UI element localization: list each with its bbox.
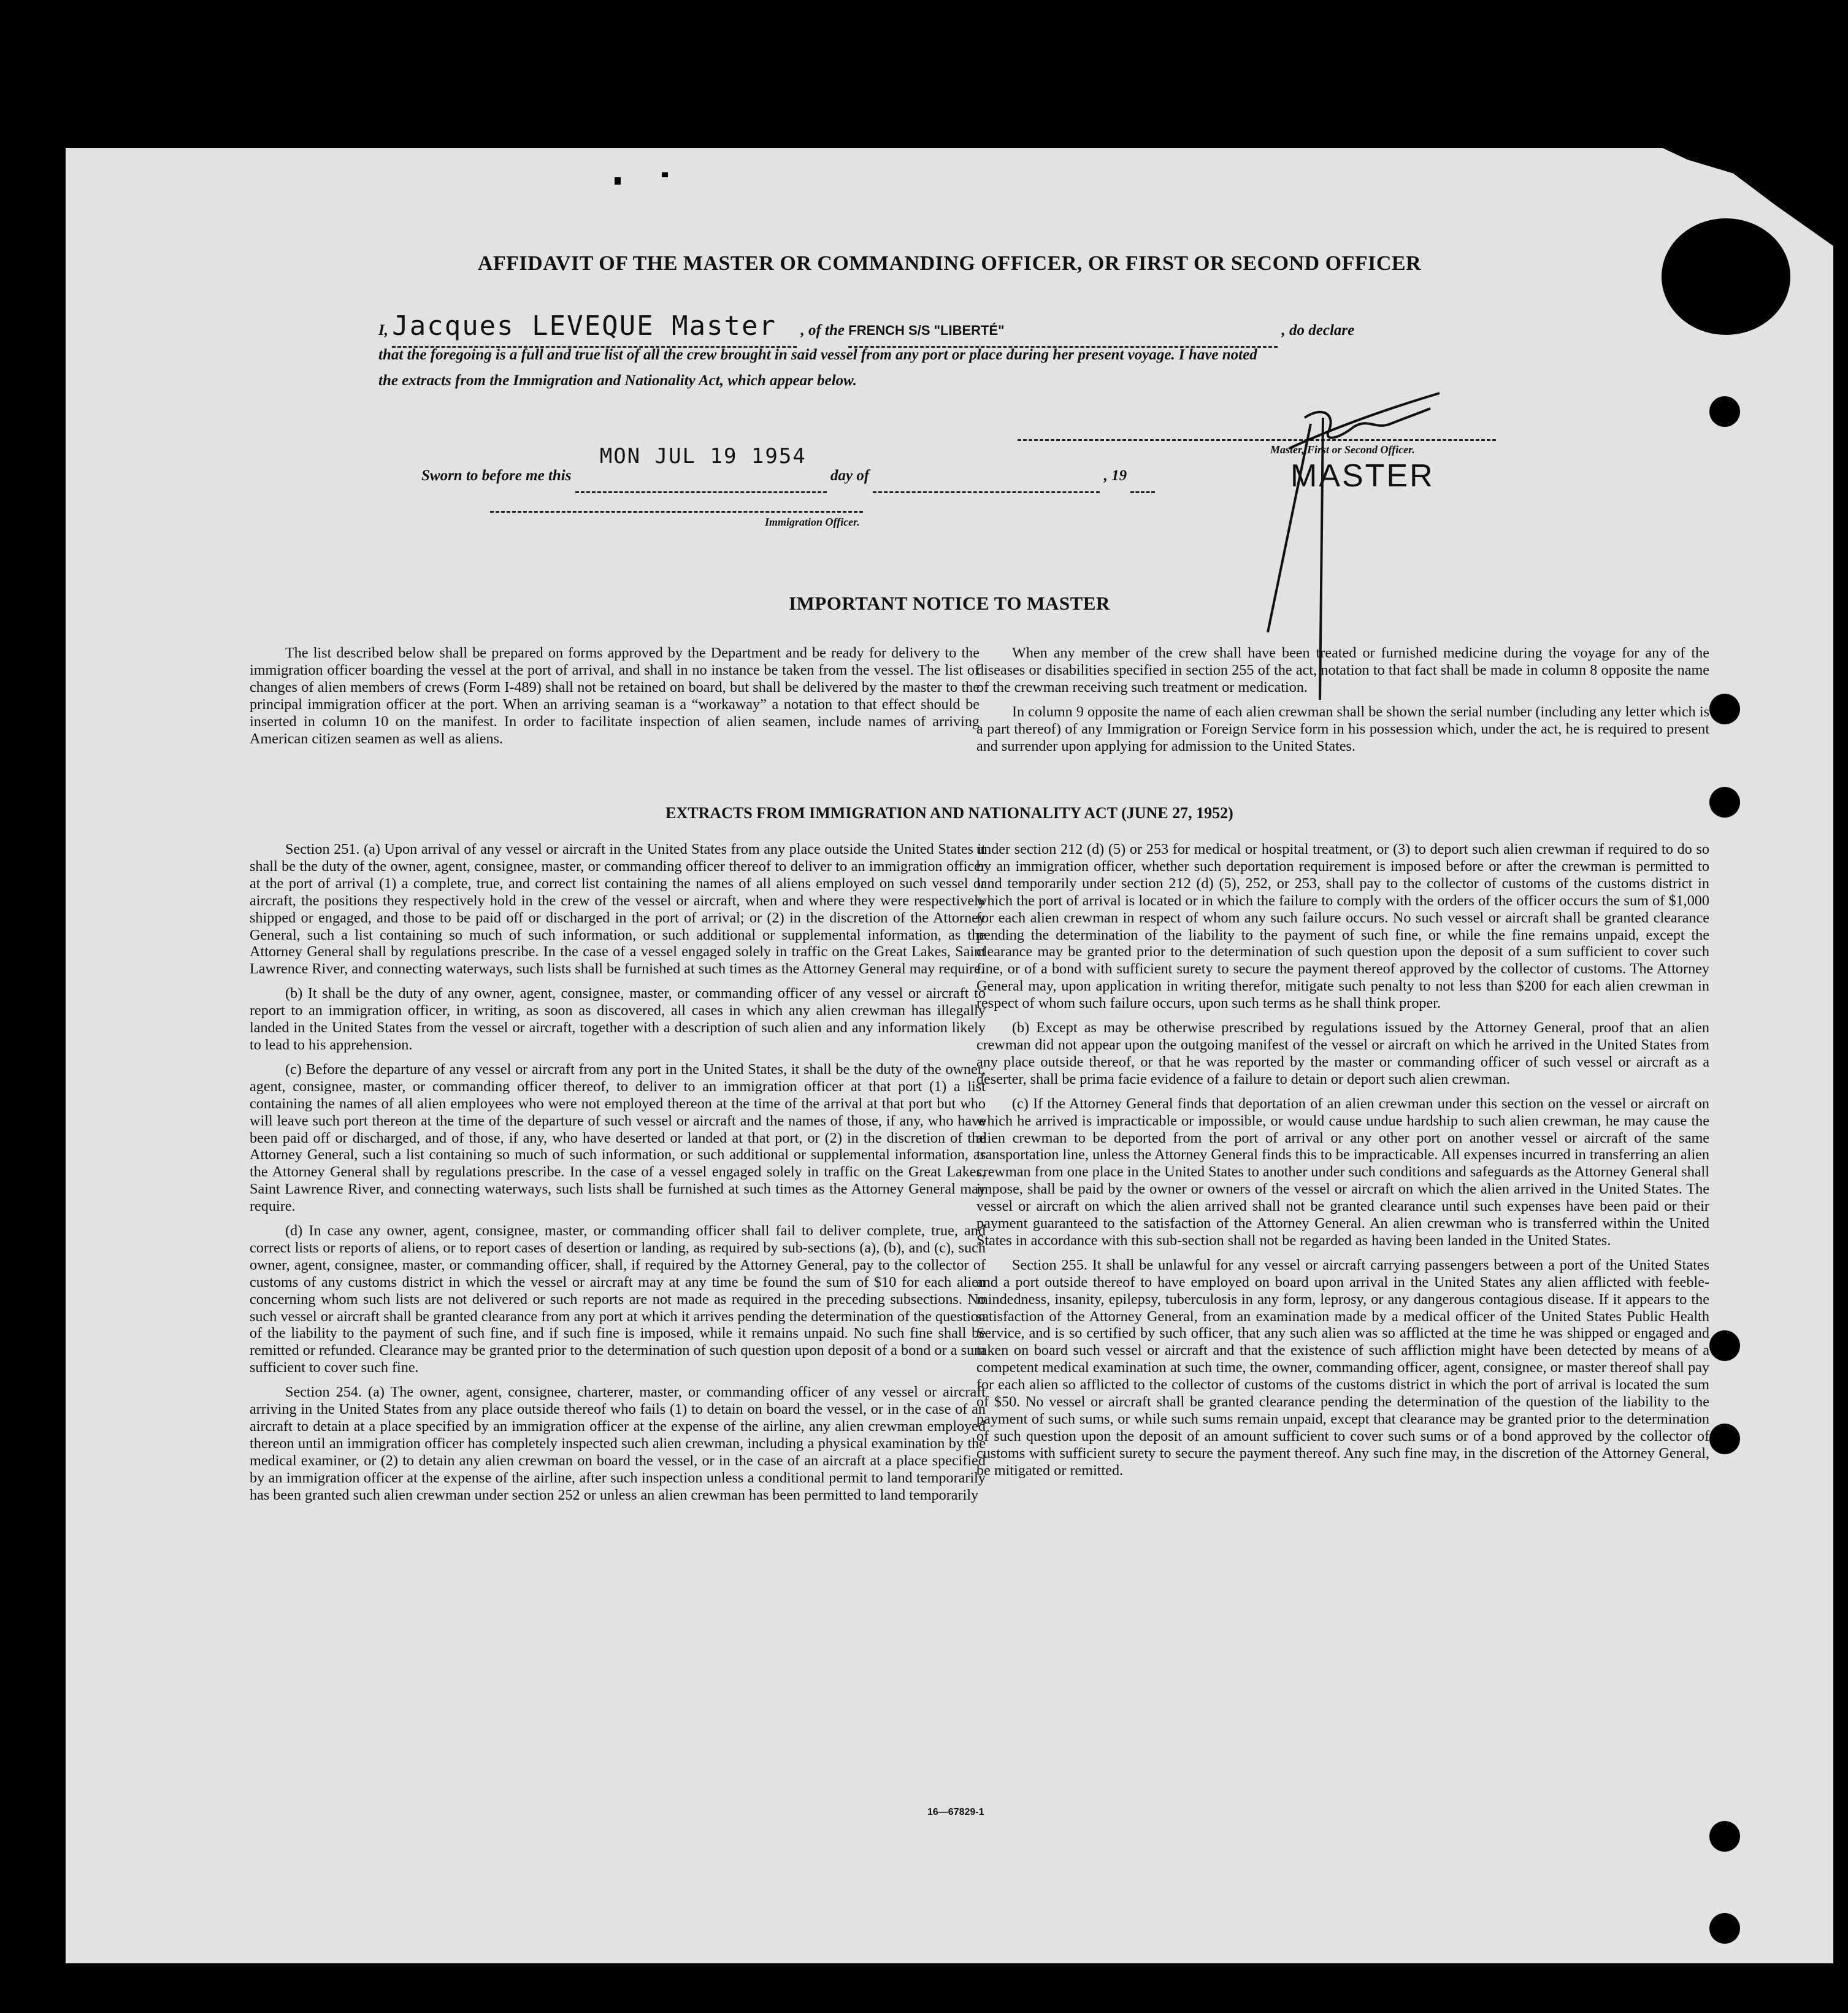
do-declare-label: , do declare (1281, 322, 1355, 339)
punch-hole (1709, 694, 1740, 724)
affidavit-title: AFFIDAVIT OF THE MASTER OR COMMANDING OFFICER, OR FIRST OR SECOND OFFICER (477, 252, 1422, 275)
declarant-field (392, 311, 797, 348)
master-signature-label: Master, First or Second Officer. (1270, 443, 1415, 456)
section-251-c: (c) Before the departure of any vessel or aircraft from any port in the United States, it shall be the duty of the owner, agent, consignee, master, or commanding officer thereof, to deliver to an immigration officer at that port (1) a list containing the names of all alien employees who were not employed thereon at the time of the arrival at that port but who will leave such port thereon at the time of the departure of such vessel or aircraft and the names of those, if any, who have been paid off or discharged, and of those, if any, who have deserted or landed at that port, or (2) in the discretion of the Attorney General, such a list containing so much of such information, or such additional or supplemental information, as the Attorney General shall by regulations prescribe. In the case of a vessel engaged solely in traffic on the Great Lakes, Saint Lawrence River, and connecting waterways, such lists shall be furnished at such times as the Attorney General may require. (250, 1060, 986, 1215)
section-254-b: (b) Except as may be otherwise prescribed by regulations issued by the Attorney General, proof that an alien crewman did not appear upon the outgoing manifest of the vessel or aircraft on which he arrived in the United States from any place outside thereof, or that he was reported by the master or commanding officer of such vessel or aircraft as a deserter, shall be prima facie evidence of a failure to detain or deport such alien crewman. (976, 1019, 1709, 1087)
section-251-d: (d) In case any owner, agent, consignee, master, or commanding officer shall fail to deliver complete, true, and correct lists or reports of aliens, or to report cases of desertion or landing, as required by sub-sections (a), (b), and (c), such owner, agent, consignee, master, or commanding officer, shall, if required by the Attorney General, pay to the collector of customs of any customs district in which the vessel or aircraft may at any time be found the sum of $10 for each alien concerning whom such lists are not delivered or such reports are not made as required in the preceding subsections. No such vessel or aircraft shall be granted clearance from any port at which it arrives pending the determination of the question of the liability to the payment of such fine, and if such fine is imposed, while it remains unpaid. No such fine shall be remitted or refunded. Clearance may be granted prior to the determination of such question upon deposit of a bond or a sum sufficient to cover such fine. (250, 1222, 986, 1376)
notice-left-column (250, 645, 980, 754)
section-251-b: (b) It shall be the duty of any owner, agent, consignee, master, or commanding officer of any vessel or aircraft to report to an immigration officer, in writing, as soon as discovered, all cases in which any alien crewman has illegally landed in the United States from the vessel or aircraft, together with a description of such alien and any information likely to lead to his apprehension. (250, 985, 986, 1053)
ink-speck (615, 177, 621, 185)
punch-hole (1709, 396, 1740, 427)
notice-title: IMPORTANT NOTICE TO MASTER (789, 592, 1110, 614)
master-stamp: MASTER (1290, 458, 1435, 494)
section-251-a: Section 251. (a) Upon arrival of any vessel or aircraft in the United States from any place outside the United States it shall be the duty of the owner, agent, consignee, master, or commanding officer thereof to deliver to an immigration officer at the port of arrival (1) a complete, true, and correct list containing the names of all aliens employed on such vessel or aircraft, the positions they respectively hold in the crew of the vessel or aircraft, when and where they were respectively shipped or engaged, and those to be paid off or discharged in the port of arrival; or (2) in the discretion of the Attorney General, such a list containing so much of such information, or such additional or supplemental information, as the Attorney General shall by regulations prescribe. In the case of a vessel engaged solely in traffic on the Great Lakes, Saint Lawrence River, and connecting waterways, such lists shall be furnished at such times as the Attorney General may require. (250, 841, 986, 978)
of-the-label: , of the (800, 322, 845, 339)
i-label: I, (378, 322, 388, 339)
section-254-c: (c) If the Attorney General finds that deportation of an alien crewman under this section on the vessel or aircraft on which he arrived is impracticable or impossible, or would cause undue hardship to such alien crewman, he may cause the alien crewman to be deported from the port of arrival or any other port on another vessel or aircraft of the same transportation line, unless the Attorney General finds this to be impracticable. All expenses incurred in transferring an alien crewman from one place in the United States to another under such conditions and safeguards as the Attorney General shall impose, shall be paid by the owner or owners of the vessel or aircraft on which the alien arrived in the United States. The vessel or aircraft on which the alien arrived shall not be granted clearance until such expenses have been paid or their payment guaranteed to the satisfaction of the Attorney General. An alien crewman who is transferred within the United States in accordance with this sub-section shall not be regarded as having been landed in the United States. (976, 1095, 1709, 1249)
month-field (873, 461, 1100, 493)
form-number: 16—67829-1 (927, 1807, 984, 1817)
extracts-left-column (250, 841, 986, 1511)
declarant-name: Jacques LEVEQUE Master (392, 310, 777, 342)
document-page (66, 148, 1833, 1963)
extracts-title: EXTRACTS FROM IMMIGRATION AND NATIONALITY ACT (JUNE 27, 1952) (665, 804, 1233, 822)
section-254-a: Section 254. (a) The owner, agent, consignee, charterer, master, or commanding officer of any vessel or aircraft arriving in the United States from any place outside thereof who fails (1) to detain on board the vessel, or in the case of an aircraft to detain at a place specified by an immigration officer at the expense of the airline, any alien crewman employed thereon until an immigration officer has completely inspected such alien crewman, including a physical examination by the medical examiner, or (2) to detain any alien crewman on board the vessel, or in the case of an aircraft at a place specified by an immigration officer at the expense of the airline, after such inspection unless a conditional permit to land temporarily has been granted such alien crewman under section 252 or unless an alien crewman has been permitted to land temporarily (250, 1384, 986, 1503)
punch-hole (1709, 1913, 1740, 1944)
extracts-right-column (976, 841, 1709, 1487)
statement-line-1: that the foregoing is a full and true list of all the crew brought in said vessel from any port or place during her present voyage. I have noted (378, 347, 1257, 363)
notice-right-paragraph-2: In column 9 opposite the name of each alien crewman shall be shown the serial number (including any letter which is a part thereof) of any Immigration or Foreign Service form in his possession which, under the act, he is required to present and surrender upon applying for admission to the United States. (976, 703, 1709, 754)
ink-speck (662, 172, 668, 177)
immigration-officer-label: Immigration Officer. (765, 516, 860, 528)
punch-hole (1709, 1330, 1740, 1361)
torn-corner-hole (1662, 218, 1790, 335)
section-255: Section 255. It shall be unlawful for any vessel or aircraft carrying passengers between a port of the United States and a port outside thereof to have employed on board upon arrival in the United States any alien afflicted with feeble-mindedness, insanity, epilepsy, tuberculosis in any form, leprosy, or any dangerous contagious disease. If it appears to the satisfaction of the Attorney General, from an examination made by a medical officer of the United States Public Health Service, and is so certified by such officer, that any such alien was so afflicted at the time he was shipped or engaged and taken on board such vessel or aircraft and that the existence of such affliction might have been detected by means of a competent medical examination at such time, the owner, commanding officer, agent, consignee, or master thereof shall pay for each alien so afflicted to the collector of customs of the customs district in which the port of arrival is located the sum of $50. No vessel or aircraft shall be granted clearance pending the determination of the question of the liability to the payment of such sums, or while such sums remain unpaid, except that clearance may be granted prior to the determination of such question upon the deposit of an amount sufficient to cover such sums or of a bond approved by the collector of customs with sufficient surety to secure the payment thereof. Any such fine may, in the discretion of the Attorney General, be mitigated or remitted. (976, 1256, 1709, 1479)
notice-right-paragraph-1: When any member of the crew shall have been treated or furnished medicine during the voyage for any of the diseases or disabilities specified in section 255 of the act, notation to that fact shall be made in column 8 opposite the name of the crewman receiving such treatment or medication. (976, 645, 1709, 696)
section-254-a-continued: under section 212 (d) (5) or 253 for medical or hospital treatment, or (3) to deport such alien crewman if required to do so by an immigration officer, whether such deportation requirement is imposed before or after the crewman is permitted to land temporarily under section 212 (d) (5), 252, or 253, shall pay to the collector of customs of the customs district in which the port of arrival is located or in which the failure to comply with the orders of the officer occurs the sum of $1,000 for each alien crewman in respect of whom any such failure occurs. No such vessel or aircraft shall be granted clearance pending the determination of the liability to the payment of such fine, or while the fine remains unpaid, except the clearance may be granted prior to the determination of such question upon the deposit of a sum sufficient to cover such fine, or of a bond with sufficient surety to secure the payment thereof approved by the collector of customs. The Attorney General may, upon application in writing therefor, mitigate such penalty to not less than $200 for each alien crewman in respect of whom such failure occurs, upon such terms as he shall think proper. (976, 841, 1709, 1012)
declaration-line (378, 311, 1630, 348)
notice-right-column (976, 645, 1709, 762)
punch-hole (1709, 1424, 1740, 1454)
year-label: , 19 (1103, 467, 1127, 484)
year-field (1130, 461, 1155, 493)
sworn-label: Sworn to before me this (421, 467, 572, 484)
punch-hole (1709, 1821, 1740, 1852)
day-of-label: day of (830, 467, 870, 484)
vessel-name: FRENCH S/S "LIBERTÉ" (848, 323, 1005, 338)
sworn-date-field (575, 444, 827, 493)
sworn-line (421, 444, 1280, 493)
notice-left-paragraph: The list described below shall be prepared on forms approved by the Department and be ready for delivery to the immigration officer boarding the vessel at the port of arrival, and shall in no instance be taken from the vessel. The list of changes of alien members of crews (Form I-489) shall not be retained on board, but shall be delivered by the master to the principal immigration officer at the port. When an arriving seaman is a “workaway” a notation to that effect should be inserted in column 10 on the manifest. In order to facilitate inspection of alien seamen, include names of arriving American citizen seamen as well as aliens. (250, 645, 980, 747)
date-stamp: MON JUL 19 1954 (599, 444, 807, 469)
immigration-officer-line (490, 511, 863, 513)
statement-line-2: the extracts from the Immigration and Nationality Act, which appear below. (378, 372, 857, 389)
